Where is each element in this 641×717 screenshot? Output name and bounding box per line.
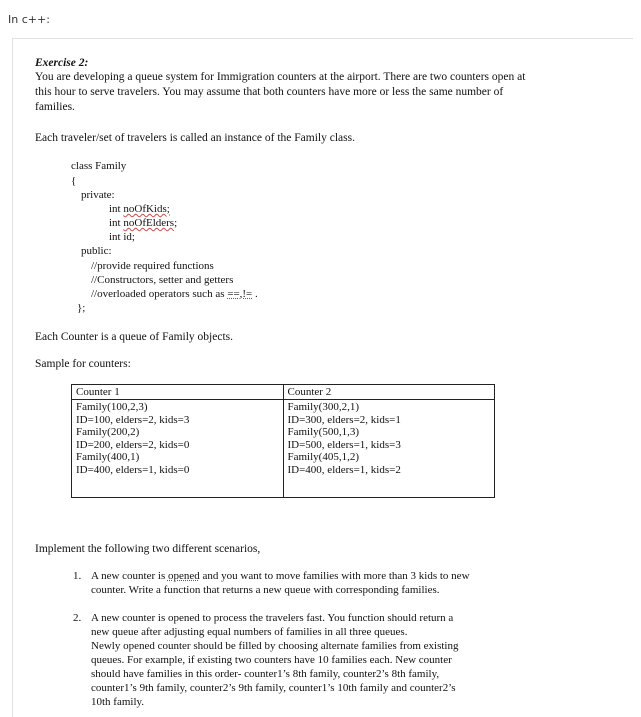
code-field-elders-type: int <box>109 217 124 229</box>
scenario-1-line-1 <box>91 570 470 583</box>
exercise-page <box>12 38 633 717</box>
counter1-cell <box>72 400 284 498</box>
counter-description: Each Counter is a queue of Family objects. <box>35 331 234 343</box>
question-header: In c++: <box>8 13 50 26</box>
scenario-1-number: 1. <box>73 570 82 582</box>
exercise-title: Exercise 2: <box>35 57 89 69</box>
code-public-label: public: <box>81 245 112 257</box>
counter1-header: Counter 1 <box>72 385 284 400</box>
table-cell-line: ID=100, elders=2, kids=3 <box>76 413 190 426</box>
code-comment-operators-text: //overloaded operators such as <box>91 288 228 300</box>
code-field-kids-type: int <box>109 203 124 215</box>
code-comment-operators-ops: ==,!= <box>227 288 253 300</box>
code-field-elders <box>109 216 177 230</box>
table-cell-line: Family(200,2) <box>76 426 140 438</box>
cell-spacer <box>288 476 491 496</box>
code-open-brace: { <box>71 175 77 187</box>
code-field-elders-semicolon: ; <box>174 217 178 229</box>
code-field-kids <box>109 202 170 216</box>
scenario-2-line: should have families in this order- counter1’s 8th family, counter2’s 8th family, <box>91 668 440 680</box>
code-comment-constructors: //Constructors, setter and getters <box>91 274 234 286</box>
scenarios-intro: Implement the following two different scenarios, <box>35 543 261 555</box>
scenario-2-line: queues. For example, if existing two counters have 10 families each. New counter <box>91 654 452 666</box>
code-field-id: int id; <box>109 231 135 243</box>
code-close-brace: }; <box>77 302 86 314</box>
scenario-1-text-a: A new counter is <box>91 570 168 582</box>
table-cell-line: Family(405,1,2) <box>287 451 359 463</box>
counters-table <box>71 384 495 498</box>
scenario-2-line: new queue after adjusting equal numbers of families in all three queues. <box>91 626 408 638</box>
scenario-1-line-2: counter. Write a function that returns a new queue with corresponding families. <box>91 584 440 596</box>
code-field-kids-name: noOfKids; <box>123 203 170 215</box>
table-row <box>72 400 495 498</box>
table-cell-line: Family(300,2,1) <box>287 401 359 413</box>
table-cell-line: Family(400,1) <box>76 451 140 463</box>
code-comment-functions: //provide required functions <box>91 260 214 272</box>
family-intro: Each traveler/set of travelers is called an instance of the Family class. <box>35 132 355 144</box>
table-cell-line: ID=400, elders=1, kids=2 <box>287 463 401 476</box>
scenario-1-text-c: and you want to move families with more than 3 kids to new <box>199 570 470 582</box>
scenario-2-line: Newly opened counter should be filled by choosing alternate families from existing <box>91 640 459 652</box>
sample-label: Sample for counters: <box>35 358 131 370</box>
code-comment-operators <box>91 287 258 301</box>
scenario-2-number: 2. <box>73 612 82 624</box>
table-cell-line: Family(500,1,3) <box>287 426 359 438</box>
code-private-label: private: <box>81 189 115 201</box>
table-header-row <box>72 385 495 400</box>
scenario-2-line: 10th family. <box>91 696 145 708</box>
counter2-header: Counter 2 <box>283 385 495 400</box>
scenario-2-line: counter1’s 9th family, counter2’s 9th family, counter1’s 10th family and counter2’s <box>91 682 456 694</box>
scenario-1-text-opened: opened <box>167 570 200 582</box>
code-field-elders-name: noOfElders <box>123 217 175 229</box>
scenario-2-line: A new counter is opened to process the travelers fast. You function should return a <box>91 612 454 624</box>
exercise-intro: You are developing a queue system for Immigration counters at the airport. There are two counters open at this hour to serve travelers. You may assume that both counters have more or less the same number of families. <box>35 71 526 113</box>
table-cell-line: Family(100,2,3) <box>76 401 148 413</box>
code-class-line: class Family <box>71 160 127 172</box>
code-comment-operators-period: . <box>255 288 258 300</box>
table-cell-line: ID=400, elders=1, kids=0 <box>76 463 190 476</box>
table-cell-line: ID=300, elders=2, kids=1 <box>287 413 401 426</box>
table-cell-line: ID=500, elders=1, kids=3 <box>287 438 401 451</box>
counter2-cell <box>283 400 495 498</box>
cell-spacer <box>76 476 279 496</box>
table-cell-line: ID=200, elders=2, kids=0 <box>76 438 190 451</box>
